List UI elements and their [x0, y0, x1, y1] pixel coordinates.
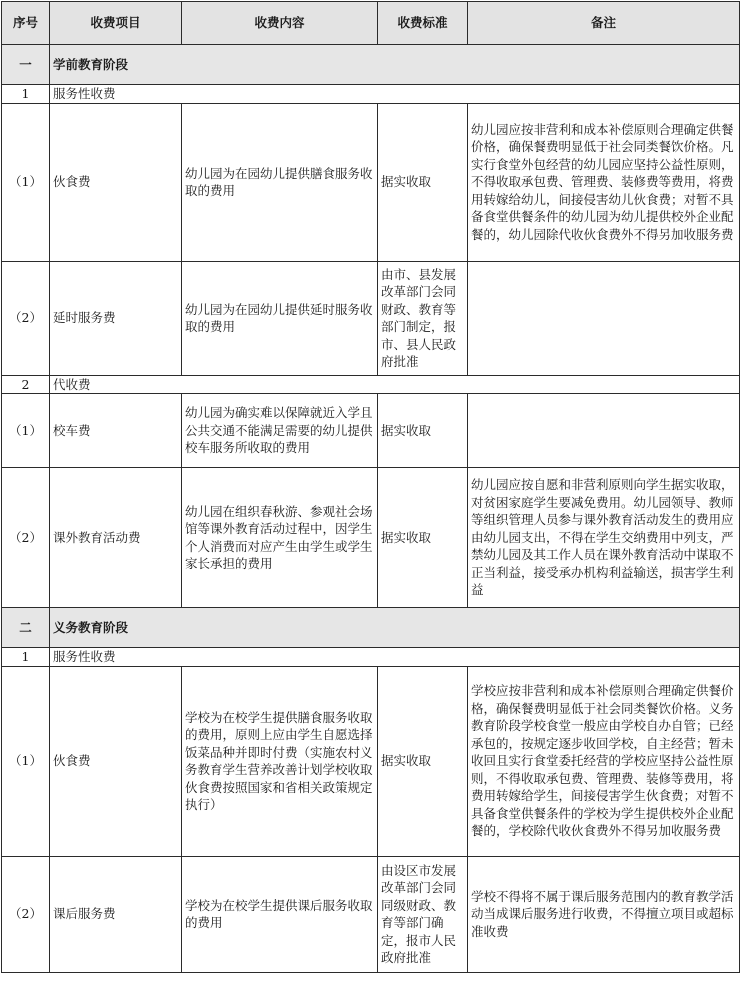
row-note: 学校不得将不属于课后服务范围内的教育教学活动当成课后服务进行收费，不得擅立项目或超标准收费 [468, 856, 740, 972]
row-content: 学校为在校学生提供课后服务收取的费用 [182, 856, 378, 972]
stage-no: 二 [2, 608, 50, 648]
row-no: （2） [2, 856, 50, 972]
stage-title: 义务教育阶段 [50, 608, 740, 648]
category-no: 1 [2, 85, 50, 104]
header-note: 备注 [468, 2, 740, 45]
row-standard: 据实收取 [378, 103, 468, 261]
row-item: 延时服务费 [50, 261, 182, 375]
category-title: 代收费 [50, 375, 740, 394]
category-row [2, 85, 740, 104]
header-content: 收费内容 [182, 2, 378, 45]
row-item: 伙食费 [50, 103, 182, 261]
row-item: 课外教育活动费 [50, 468, 182, 608]
table-row [2, 261, 740, 375]
row-standard: 由设区市发展改革部门会同同级财政、教育等部门确定，报市人民政府批准 [378, 856, 468, 972]
row-content: 幼儿园为确实难以保障就近入学且公共交通不能满足需要的幼儿提供校车服务所收取的费用 [182, 394, 378, 468]
row-note [468, 261, 740, 375]
row-content: 幼儿园为在园幼儿提供膳食服务收取的费用 [182, 103, 378, 261]
row-note: 幼儿园应按自愿和非营利原则向学生据实收取，对贫困家庭学生要减免费用。幼儿园领导、教师等组织管理人员参与课外教育活动发生的费用应由幼儿园支出，不得在学生交纳费用中列支，严禁幼儿园及其工作人员在课外教育活动中谋取不正当利益，接受承办机构利益输送，损害学生利益 [468, 468, 740, 608]
category-title: 服务性收费 [50, 648, 740, 667]
header-row [2, 2, 740, 45]
row-standard: 由市、县发展改革部门会同财政、教育等部门制定，报市、县人民政府批准 [378, 261, 468, 375]
stage-row-compulsory [2, 608, 740, 648]
row-item: 课后服务费 [50, 856, 182, 972]
row-item: 校车费 [50, 394, 182, 468]
category-row [2, 648, 740, 667]
table-row [2, 103, 740, 261]
row-note [468, 394, 740, 468]
row-content: 幼儿园为在园幼儿提供延时服务收取的费用 [182, 261, 378, 375]
row-note: 幼儿园应按非营利和成本补偿原则合理确定供餐价格，确保餐费明显低于社会同类餐饮价格。凡实行食堂外包经营的幼儿园应坚持公益性原则，不得收取承包费、管理费、装修费等费用，将费用转嫁给幼儿，间接侵害幼儿伙食费；对暂不具备食堂供餐条件的幼儿园为幼儿提供校外企业配餐的，幼儿园除代收伙食费外不得另加收服务费 [468, 103, 740, 261]
row-no: （2） [2, 261, 50, 375]
row-note: 学校应按非营利和成本补偿原则合理确定供餐价格，确保餐费明显低于社会同类餐饮价格。义务教育阶段学校食堂一般应由学校自办自管；已经承包的，按规定逐步收回学校，自主经营；暂未收回且实行食堂委托经营的学校应坚持公益性原则，不得收取承包费、管理费、装修等费用，将费用转嫁给学生，间接侵害学生伙食费；对暂不具备食堂供餐条件的学校为学生提供校外企业配餐的，学校除代收伙食费外不得另加收服务费 [468, 666, 740, 856]
row-content: 学校为在校学生提供膳食服务收取的费用，原则上应由学生自愿选择饭菜品种并即时付费（实施农村义务教育学生营养改善计划学校收取伙食费按照国家和省相关政策规定执行） [182, 666, 378, 856]
category-no: 1 [2, 648, 50, 667]
row-no: （1） [2, 394, 50, 468]
table-row [2, 666, 740, 856]
header-standard: 收费标准 [378, 2, 468, 45]
row-item: 伙食费 [50, 666, 182, 856]
category-row [2, 375, 740, 394]
row-standard: 据实收取 [378, 468, 468, 608]
stage-row-preschool [2, 45, 740, 85]
row-content: 幼儿园在组织春秋游、参观社会场馆等课外教育活动过程中，因学生个人消费而对应产生由学生或学生家长承担的费用 [182, 468, 378, 608]
row-no: （2） [2, 468, 50, 608]
row-standard: 据实收取 [378, 394, 468, 468]
category-title: 服务性收费 [50, 85, 740, 104]
row-standard: 据实收取 [378, 666, 468, 856]
stage-no: 一 [2, 45, 50, 85]
row-no: （1） [2, 666, 50, 856]
table-row [2, 394, 740, 468]
row-no: （1） [2, 103, 50, 261]
header-no: 序号 [2, 2, 50, 45]
stage-title: 学前教育阶段 [50, 45, 740, 85]
category-no: 2 [2, 375, 50, 394]
table-row [2, 856, 740, 972]
header-item: 收费项目 [50, 2, 182, 45]
table-row [2, 468, 740, 608]
fee-table [1, 1, 740, 973]
